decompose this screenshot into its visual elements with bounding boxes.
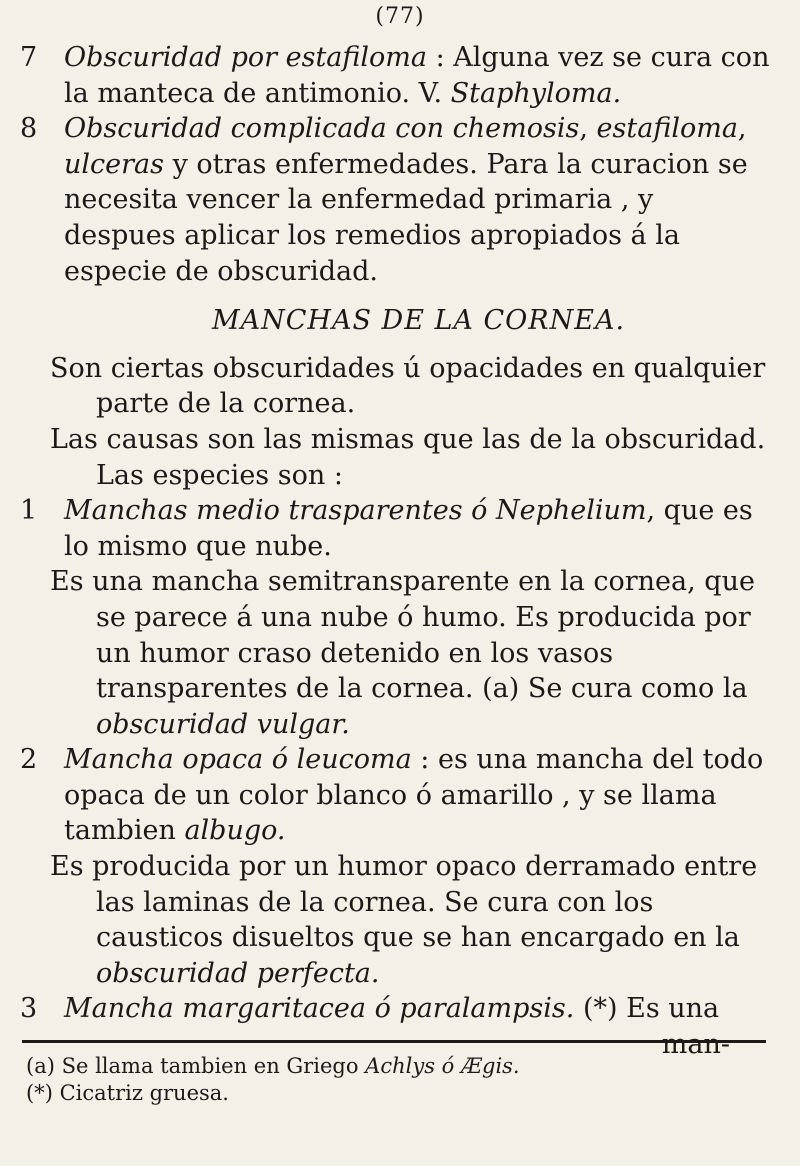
- entry-title-3: ulceras: [64, 148, 164, 180]
- entry-title-2: estafiloma: [596, 113, 738, 145]
- paragraph-reference: obscuridad perfecta.: [96, 957, 380, 989]
- item-title: Manchas medio trasparentes ó Nephelium: [64, 495, 647, 527]
- entry-7: [22, 40, 770, 111]
- item-marker: 1: [20, 495, 38, 527]
- item-text: (*) Es una: [582, 993, 720, 1025]
- paragraph-text: Es producida por un humor opaco derramado entre las laminas de la cornea. Se cura con los causticos disueltos que se han encargado en la: [50, 851, 758, 954]
- item-title: Mancha opaca ó leucoma: [64, 744, 412, 776]
- footnote-a: [26, 1053, 770, 1080]
- page-number: (77): [375, 4, 425, 29]
- entry-text: : Alguna vez se cura con la manteca de antimonio. V.: [64, 42, 770, 109]
- item-marker: 3: [20, 993, 38, 1025]
- entry-8: [22, 111, 770, 289]
- item-text: , que es lo mismo que nube.: [64, 495, 753, 562]
- separator: ,: [737, 113, 747, 145]
- footnote-mark: (a): [26, 1054, 55, 1078]
- catchword: man-: [661, 1029, 730, 1061]
- paragraph-nephelium: [22, 564, 770, 742]
- item-text: : es una mancha del todo opaca de un color blanco ó amarillo , y se llama tambien: [64, 744, 764, 847]
- entry-marker: 7: [20, 42, 38, 73]
- separator: ,: [579, 113, 588, 145]
- item-2: [22, 742, 770, 849]
- item-reference: albugo.: [184, 815, 286, 847]
- item-3: [22, 991, 770, 1027]
- entry-reference: Staphyloma.: [450, 77, 622, 109]
- footnote-mark: (*): [26, 1081, 53, 1105]
- item-1: [22, 493, 770, 564]
- item-title: Mancha margaritacea ó paralampsis.: [64, 993, 575, 1025]
- footnote-greek: Achlys ó Ægis.: [365, 1054, 520, 1078]
- footnote-star: [26, 1080, 770, 1107]
- paragraph-reference: obscuridad vulgar.: [96, 708, 350, 740]
- paragraph-text: Es una mancha semitransparente en la cornea, que se parece á una nube ó humo. Es producida por un humor craso detenido en los vasos transparentes de la cornea. (a) Se cura como la: [50, 566, 755, 705]
- entry-title: Obscuridad por estafiloma: [64, 42, 427, 73]
- entry-marker: 8: [20, 113, 38, 145]
- paragraph-leucoma: [22, 849, 770, 991]
- footnote-text: Se llama tambien en Griego: [61, 1054, 359, 1078]
- footnote-text: Cicatriz gruesa.: [59, 1081, 229, 1105]
- paragraph-species: Las especies son :: [96, 459, 343, 491]
- paragraph-definition: Son ciertas obscuridades ú opacidades en qualquier parte de la cornea.: [50, 352, 766, 420]
- main-text: [22, 40, 770, 1063]
- paragraph-causes: Las causas son las mismas que las de la obscuridad.: [50, 423, 766, 455]
- item-marker: 2: [20, 744, 38, 776]
- entry-title: Obscuridad complicada con chemosis: [64, 113, 580, 145]
- section-heading: MANCHAS DE LA CORNEA.: [212, 305, 626, 337]
- footnotes: [26, 1053, 770, 1107]
- footnote-rule: [22, 1040, 766, 1043]
- entry-text: y otras enfermedades. Para la curacion se necesita vencer la enfermedad primaria , y despues aplicar los remedios apropiados á la especie de obscuridad.: [64, 148, 748, 287]
